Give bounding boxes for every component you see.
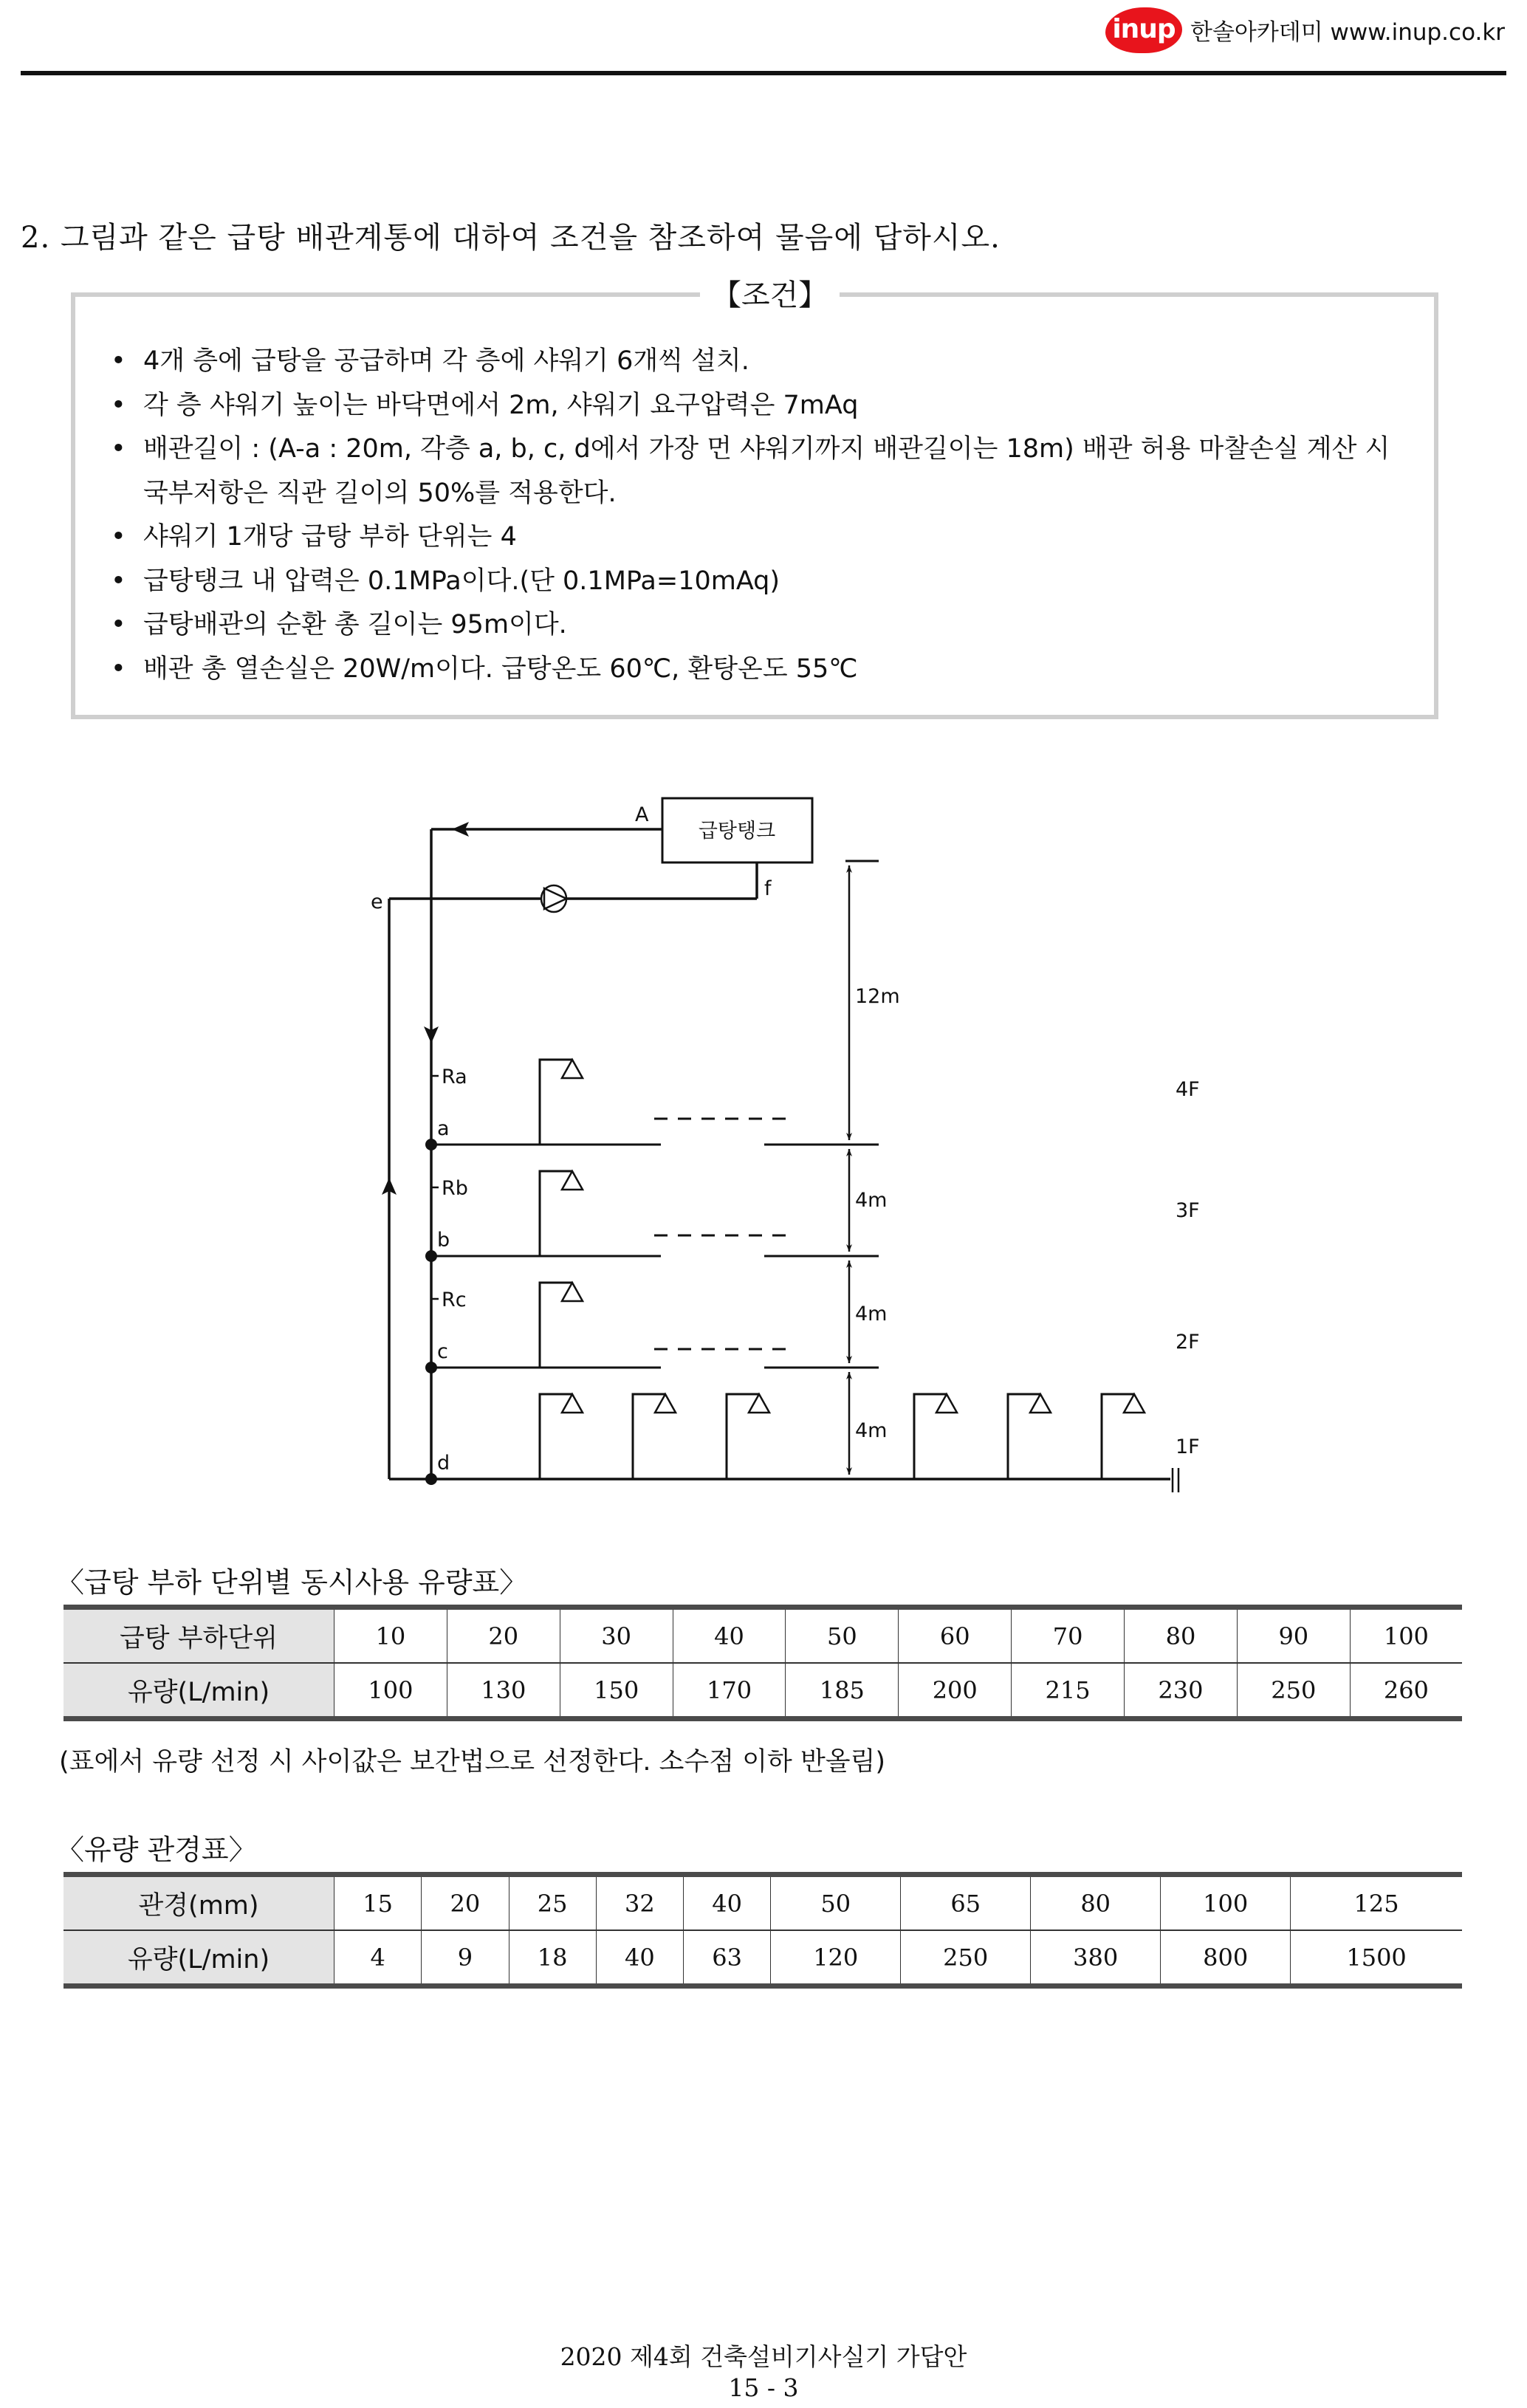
table-cell: 80	[1125, 1608, 1238, 1664]
table-cell: 90	[1237, 1608, 1350, 1664]
row-header: 유량(L/min)	[64, 1930, 334, 1986]
table-cell: 15	[334, 1875, 422, 1931]
dimension-label: 4m	[855, 1419, 888, 1442]
floor-label-2f: 2F	[1176, 1331, 1200, 1354]
table-cell: 250	[901, 1930, 1031, 1986]
condition-item: • 급탕탱크 내 압력은 0.1MPa이다.(단 0.1MPa=10mAq)	[111, 560, 1410, 604]
node-b	[425, 1250, 437, 1262]
table-cell: 150	[560, 1663, 673, 1719]
node-c	[425, 1362, 437, 1373]
table-cell: 40	[673, 1608, 786, 1664]
point-a-label: A	[635, 803, 649, 826]
shower-head-icon	[633, 1394, 676, 1479]
table-row	[64, 1663, 1462, 1719]
table-cell: 32	[596, 1875, 683, 1931]
table-cell: 100	[1161, 1875, 1291, 1931]
load-flow-table	[64, 1605, 1462, 1721]
condition-item: • 각 층 샤워기 높이는 바닥면에서 2m, 샤워기 요구압력은 7mAq	[111, 384, 1410, 428]
point-f-label: f	[764, 877, 772, 900]
shower-head-icon	[914, 1394, 957, 1479]
shower-head-icon	[1102, 1394, 1145, 1479]
conditions-title: 【조건】	[700, 272, 840, 314]
table-cell: 380	[1031, 1930, 1161, 1986]
pipe-size-table	[64, 1872, 1462, 1989]
table-cell: 200	[899, 1663, 1012, 1719]
condition-item: • 배관 총 열손실은 20W/m이다. 급탕온도 60℃, 환탕온도 55℃	[111, 648, 1410, 692]
table-cell: 130	[447, 1663, 560, 1719]
table-row	[64, 1875, 1462, 1931]
pipe-table-caption: 〈유량 관경표〉	[56, 1834, 257, 1866]
table-cell: 10	[334, 1608, 447, 1664]
node-label-a: a	[437, 1117, 450, 1140]
condition-item: • 배관길이 : (A-a : 20m, 각층 a, b, c, d에서 가장 먼 샤워기까지 배관길이는 18m) 배관 허용 마찰손실 계산 시 국부저항은 직관 길이의 50%를 적용한다.	[111, 428, 1410, 515]
tank-label: 급탕탱크	[698, 820, 776, 843]
table-cell: 63	[684, 1930, 771, 1986]
dimension-label: 4m	[855, 1189, 888, 1212]
shower-head-icon	[727, 1394, 769, 1479]
table-cell: 9	[422, 1930, 509, 1986]
table-cell: 800	[1161, 1930, 1291, 1986]
node-d	[425, 1473, 437, 1485]
table-cell: 215	[1012, 1663, 1125, 1719]
shower-head-icon	[540, 1394, 583, 1479]
table-row	[64, 1930, 1462, 1986]
interpolation-note: (표에서 유량 선정 시 사이값은 보간법으로 선정한다. 소수점 이하 반올림)	[59, 1747, 886, 1777]
table-cell: 40	[596, 1930, 683, 1986]
table-cell: 100	[1350, 1608, 1462, 1664]
floor-label-3f: 3F	[1176, 1199, 1200, 1222]
shower-head-icon	[540, 1060, 583, 1145]
floor-label-4f: 4F	[1176, 1078, 1200, 1101]
table-cell: 170	[673, 1663, 786, 1719]
table-cell: 40	[684, 1875, 771, 1931]
table-row	[64, 1608, 1462, 1664]
node-label-c: c	[437, 1340, 448, 1363]
node-label-b: b	[437, 1229, 450, 1252]
shower-head-icon	[540, 1283, 583, 1368]
node-a	[425, 1139, 437, 1150]
condition-item: • 샤워기 1개당 급탕 부하 단위는 4	[111, 515, 1410, 560]
table-cell: 50	[771, 1875, 901, 1931]
table-cell: 18	[509, 1930, 596, 1986]
condition-item: • 4개 층에 급탕을 공급하며 각 층에 샤워기 6개씩 설치.	[111, 340, 1410, 384]
table-cell: 260	[1383, 1675, 1429, 1704]
row-header: 관경(mm)	[64, 1875, 334, 1931]
table-cell: 20	[447, 1608, 560, 1664]
table-cell: 1500	[1346, 1943, 1407, 1972]
table-cell: 60	[899, 1608, 1012, 1664]
riser-label-ra: Ra	[442, 1066, 467, 1088]
dimension-label: 4m	[855, 1303, 888, 1325]
row-header: 유량(L/min)	[64, 1663, 334, 1719]
shower-head-icon	[1008, 1394, 1051, 1479]
table-cell: 70	[1012, 1608, 1125, 1664]
table-cell: 30	[560, 1608, 673, 1664]
point-e-label: e	[371, 891, 383, 913]
floor-label-1f: 1F	[1176, 1435, 1200, 1458]
inup-logo: inup	[1105, 7, 1182, 53]
node-label-d: d	[437, 1452, 450, 1475]
table-cell: 120	[771, 1930, 901, 1986]
table-cell: 230	[1125, 1663, 1238, 1719]
dimension-label: 12m	[855, 985, 900, 1008]
row-header: 급탕 부하단위	[64, 1608, 334, 1664]
condition-item: • 급탕배관의 순환 총 길이는 95m이다.	[111, 603, 1410, 648]
table-cell: 100	[334, 1663, 447, 1719]
table-cell: 20	[422, 1875, 509, 1931]
circulation-pump-icon	[541, 885, 566, 912]
table-cell: 250	[1237, 1663, 1350, 1719]
exam-title: 2020 제4회 건축설비기사실기 가답안	[560, 2342, 967, 2371]
riser-label-rb: Rb	[442, 1177, 468, 1200]
table-cell: 65	[901, 1875, 1031, 1931]
shower-head-icon	[540, 1171, 583, 1256]
table-cell: 25	[509, 1875, 596, 1931]
table-cell: 4	[334, 1930, 422, 1986]
riser-label-rc: Rc	[442, 1289, 467, 1311]
question-text: 2. 그림과 같은 급탕 배관계통에 대하여 조건을 참조하여 물음에 답하시오.	[21, 221, 1001, 255]
table-cell: 80	[1031, 1875, 1161, 1931]
load-table-caption: 〈급탕 부하 단위별 동시사용 유량표〉	[56, 1566, 528, 1599]
table-cell: 125	[1291, 1875, 1462, 1931]
table-cell: 185	[786, 1663, 899, 1719]
brand-text: 한솔아카데미 www.inup.co.kr	[1190, 19, 1506, 46]
table-cell: 50	[786, 1608, 899, 1664]
page-number: 15 - 3	[728, 2373, 799, 2402]
